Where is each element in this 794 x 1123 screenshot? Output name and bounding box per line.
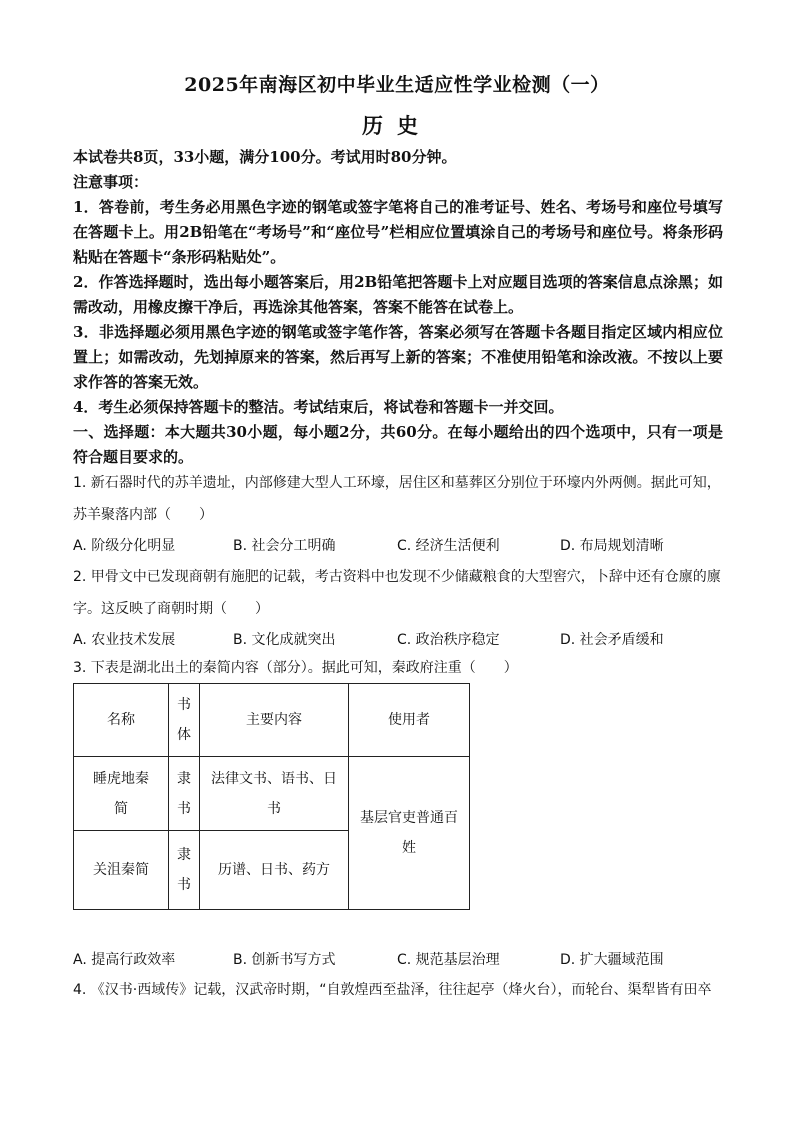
question-3-option-d: D. 扩大疆域范围 [560,952,664,968]
table-cell-user: 基层官吏普通百 姓 [349,757,470,910]
table-header-name: 名称 [74,684,169,757]
table-cell-script: 隶 书 [169,831,200,910]
notice-item-1: 1．答卷前，考生务必用黑色字迹的钢笔或签字笔将自己的准考证号、姓名、考场号和座位号填写在答题卡上。用2B铅笔在“考场号”和“座位号”栏相应位置填涂自己的考场号和座位号。将条形码粘贴在答题卡“条形码粘贴处”。 [73,198,723,267]
table-cell-script: 隶 书 [169,757,200,831]
exam-title: 2025年南海区初中毕业生适应性学业检测（一） [184,74,610,96]
question-2-options [73,629,733,653]
notice-heading: 注意事项： [73,173,149,191]
table-header-script: 书 体 [169,684,200,757]
question-3-stem: 3. 下表是湖北出土的秦简内容（部分）。据此可知，秦政府注重（ ） [73,660,518,676]
notice-item-4: 4．考生必须保持答题卡的整洁。考试结束后，将试卷和答题卡一并交回。 [73,398,564,416]
table-header-content: 主要内容 [200,684,349,757]
qin-slips-table [73,683,470,910]
question-2-option-d: D. 社会矛盾缓和 [560,632,664,648]
question-1-option-c: C. 经济生活便利 [397,538,500,554]
question-3-option-c: C. 规范基层治理 [397,952,500,968]
table-row [74,757,470,831]
question-3-option-a: A. 提高行政效率 [73,952,176,968]
notice-item-2: 2．作答选择题时，选出每小题答案后，用2B铅笔把答题卡上对应题目选项的答案信息点涂黑；如需改动，用橡皮擦干净后，再选涂其他答案，答案不能答在试卷上。 [73,273,723,317]
question-1-option-a: A. 阶级分化明显 [73,538,176,554]
question-1-stem: 1. 新石器时代的苏羊遗址，内部修建大型人工环壕，居住区和墓葬区分别位于环壕内外两侧。据此可知，苏羊聚落内部（ ） [73,475,721,523]
table-cell-name: 睡虎地秦 简 [74,757,169,831]
subject-title: 历史 [362,113,432,138]
question-4-stem: 4. 《汉书·西域传》记载，汉武帝时期，“自敦煌西至盐泽，往往起亭（烽火台），而轮台、渠犁皆有田卒 [73,982,712,998]
question-1-options [73,535,733,559]
question-2-option-b: B. 文化成就突出 [233,632,336,648]
table-header-user: 使用者 [349,684,470,757]
table-cell-content: 历谱、日书、药方 [200,831,349,910]
table-cell-content: 法律文书、语书、日 书 [200,757,349,831]
table-cell-name: 关沮秦简 [74,831,169,910]
question-1-option-b: B. 社会分工明确 [233,538,336,554]
question-3-option-b: B. 创新书写方式 [233,952,336,968]
question-1-option-d: D. 布局规划清晰 [560,538,664,554]
question-2-option-c: C. 政治秩序稳定 [397,632,500,648]
question-3-options [73,949,733,973]
table-header-row [74,684,470,757]
question-2-stem: 2. 甲骨文中已发现商朝有施肥的记载，考古资料中也发现不少储藏粮食的大型窖穴，卜辞中还有仓廪的廪字。这反映了商朝时期（ ） [73,569,721,617]
section-heading: 一、选择题：本大题共30小题，每小题2分，共60分。在每小题给出的四个选项中，只有一项是符合题目要求的。 [73,423,723,467]
exam-summary: 本试卷共8页，33小题，满分100分。考试用时80分钟。 [73,148,457,166]
question-2-option-a: A. 农业技术发展 [73,632,176,648]
notice-item-3: 3．非选择题必须用黑色字迹的钢笔或签字笔作答，答案必须写在答题卡各题目指定区域内相应位置上；如需改动，先划掉原来的答案，然后再写上新的答案；不准使用铅笔和涂改液。不按以上要求作答的答案无效。 [73,323,723,392]
